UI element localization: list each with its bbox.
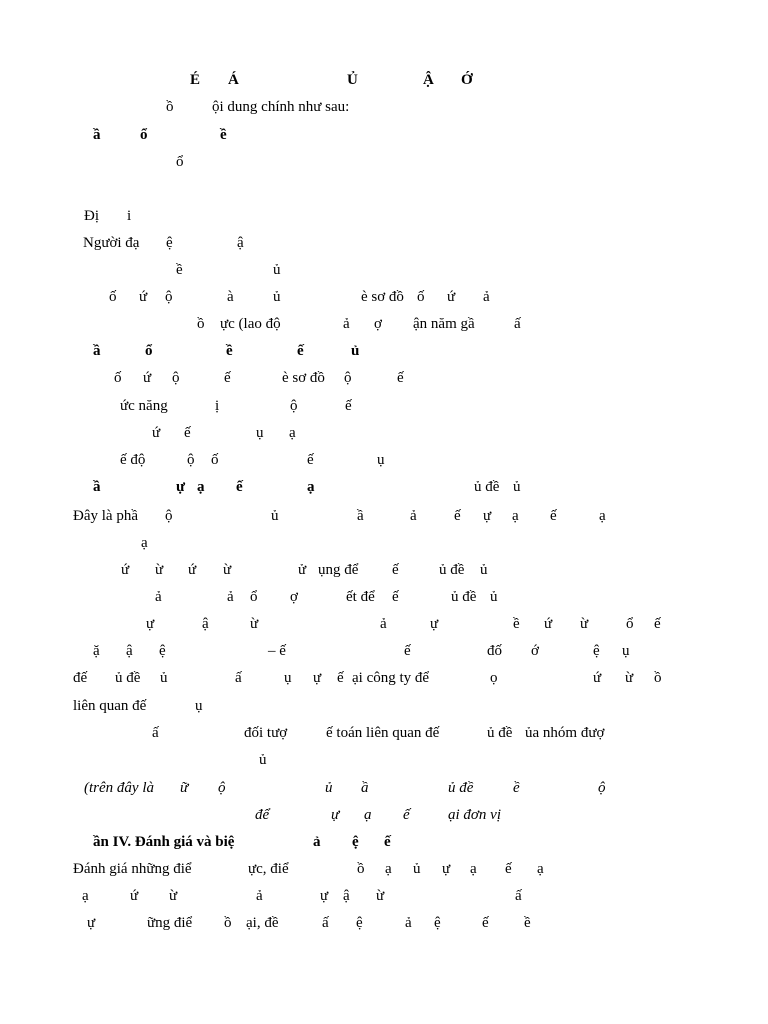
text-fragment: ừ [250,616,259,632]
text-fragment: ực, điể [248,861,289,877]
text-fragment: ộ [344,370,352,386]
text-fragment: ộ [165,289,173,305]
text-fragment: ạ [307,479,315,495]
section-heading: ế [384,834,391,850]
text-fragment: ế [403,807,410,823]
text-fragment: ấ [322,915,329,931]
text-fragment: ế [307,452,314,468]
text-fragment: Đánh giá những điể [73,861,192,877]
text-fragment: ụ [195,698,203,714]
text-fragment: ầ [361,780,369,796]
title-fragment: Ậ [423,72,434,88]
text-fragment: ế [345,398,352,414]
text-fragment: ộ [165,508,173,524]
text-fragment: ự [483,508,492,524]
text-fragment: ố [211,452,219,468]
text-fragment: ạ [512,508,519,524]
text-fragment: ủ đề [451,589,477,605]
text-fragment: ệ [159,643,166,659]
text-fragment: ộ [598,780,606,796]
text-fragment: liên quan đế [73,698,147,714]
text-fragment: ả [405,915,412,931]
text-fragment: ế độ [120,452,146,468]
text-fragment: ế [505,861,512,877]
text-fragment: ủ [325,780,333,796]
text-fragment: ả [483,289,490,305]
text-fragment: ừ [376,888,385,904]
text-fragment: ế [337,670,344,686]
text-fragment: ủ [351,343,360,359]
text-fragment: ạ [599,508,606,524]
text-fragment: ụ [622,643,630,659]
text-fragment: ề [226,343,233,359]
text-fragment: ấ [235,670,242,686]
text-fragment: ầ [357,508,364,524]
text-fragment: ủ [273,289,281,305]
text-fragment: ụng để [318,562,359,578]
text-fragment: ầ [93,479,101,495]
text-fragment: ữ [180,780,189,796]
text-fragment: ế [392,589,399,605]
text-fragment: ế [397,370,404,386]
text-fragment: ủ đề [115,670,141,686]
text-fragment: ả [155,589,162,605]
text-fragment: để [255,807,270,823]
text-fragment: ồ [197,316,205,332]
text-fragment: ự [320,888,329,904]
text-fragment: ổ [145,343,153,359]
text-fragment: ộ [187,452,195,468]
text-fragment: ặ [93,643,100,659]
text-fragment: ạ [537,861,544,877]
text-fragment: ự [442,861,451,877]
text-fragment: ủ [259,752,267,768]
text-fragment: ậ [343,888,350,904]
text-fragment: ạ [289,425,296,441]
text-fragment: ạ [364,807,372,823]
text-fragment: ế [236,479,243,495]
text-fragment: ứ [188,562,197,578]
text-fragment: ậ [237,235,244,251]
text-fragment: ừ [155,562,164,578]
text-fragment: ồ [224,915,232,931]
text-fragment: Đây là phầ [73,508,138,524]
text-fragment: ừ [580,616,589,632]
text-fragment: ức năng [120,398,168,414]
text-fragment: ạ [470,861,477,877]
text-fragment: ự [87,915,96,931]
text-fragment: ế [392,562,399,578]
text-fragment: ế [654,616,661,632]
text-fragment: ọ [490,670,498,686]
text-fragment: ế [482,915,489,931]
text-fragment: ế [550,508,557,524]
text-fragment: ộ [172,370,180,386]
text-fragment: ề [220,127,227,143]
text-fragment: ại đơn vị [448,807,501,823]
text-fragment: ả [256,888,263,904]
text-fragment: ụ [377,452,385,468]
text-fragment: ế [454,508,461,524]
text-fragment: đố [487,643,502,659]
text-fragment: ấ [514,316,521,332]
text-fragment: è sơ đồ [282,370,325,386]
section-heading: ần IV. Đánh giá và biệ [93,834,235,850]
text-fragment: ủ đề [439,562,465,578]
text-fragment: ồ [357,861,365,877]
text-fragment: ừ [223,562,232,578]
text-fragment: Đị [84,208,99,224]
text-fragment: ận năm gầ [413,316,475,332]
section-heading: ệ [352,834,359,850]
text-fragment: ệ [356,915,363,931]
text-fragment: ứ [593,670,602,686]
text-fragment: à [227,289,234,305]
text-fragment: ầ [93,343,101,359]
text-fragment: ế [184,425,191,441]
text-fragment: ả [380,616,387,632]
text-fragment: ệ [166,235,173,251]
text-fragment: ế [297,343,304,359]
text-fragment: ổ [176,154,184,170]
text-fragment: ự [313,670,322,686]
text-fragment: ậ [126,643,133,659]
text-fragment: ố [417,289,425,305]
text-fragment: ứ [152,425,161,441]
text-fragment: ủ [273,262,281,278]
text-fragment: è sơ đồ [361,289,404,305]
text-fragment: ủa nhóm đượ [525,725,605,741]
title-fragment: Ủ [347,72,358,88]
text-fragment: ổ [140,127,148,143]
text-fragment: ệ [434,915,441,931]
text-fragment: ồ [654,670,662,686]
text-fragment: ổ [626,616,634,632]
text-fragment: ớ [531,643,539,659]
text-fragment: ừ [625,670,634,686]
text-fragment: ồ [166,99,174,115]
text-fragment: ả [343,316,350,332]
text-fragment: ề [513,616,520,632]
text-fragment: ủ [513,479,521,495]
text-fragment: ố [114,370,122,386]
text-fragment: ạ [82,888,89,904]
section-heading: ả [313,834,321,850]
text-fragment: ự [331,807,340,823]
text-fragment: ề [176,262,183,278]
text-fragment: ụ [284,670,292,686]
text-fragment: ủ đề [448,780,474,796]
text-fragment: ự [146,616,155,632]
text-fragment: ế [224,370,231,386]
text-fragment: ủ [490,589,498,605]
text-fragment: ố [109,289,117,305]
text-fragment: ề [524,915,531,931]
text-fragment: ủ [480,562,488,578]
text-fragment: ứ [130,888,139,904]
text-fragment: ị [215,398,220,414]
text-fragment: – ế [268,643,286,659]
text-fragment: ủ [160,670,168,686]
text-fragment: ại công ty để [352,670,430,686]
text-fragment: ộ [290,398,298,414]
text-fragment: ấ [152,725,159,741]
text-fragment: ả [227,589,234,605]
text-fragment: ợ [374,316,382,332]
text-fragment: ừ [169,888,178,904]
text-fragment: đế [73,670,88,686]
text-fragment: ứ [447,289,456,305]
text-fragment: ứ [139,289,148,305]
text-fragment: ạ [197,479,205,495]
text-fragment: ậ [202,616,209,632]
text-fragment: (trên đây là [84,780,154,796]
text-fragment: ộ [218,780,226,796]
text-fragment: ủ đề [487,725,513,741]
text-fragment: ứ [544,616,553,632]
text-fragment: ết để [346,589,375,605]
text-fragment: ủ [413,861,421,877]
text-fragment: ầ [93,127,101,143]
text-fragment: i [127,208,132,224]
text-fragment: ự [176,479,186,495]
text-fragment: ấ [515,888,522,904]
text-fragment: ế [404,643,411,659]
text-fragment: đối tượ [244,725,288,741]
text-fragment: ệ [593,643,600,659]
text-fragment: ự [430,616,439,632]
text-fragment: ại, đề [246,915,279,931]
text-fragment: ử [298,562,307,578]
text-fragment: ội dung chính như sau: [212,99,350,115]
text-fragment: ổ [250,589,258,605]
text-fragment: ứ [143,370,152,386]
text-fragment: ề [513,780,520,796]
text-fragment: ạ [141,535,148,551]
title-fragment: Á [228,72,239,88]
text-fragment: ế toán liên quan đế [326,725,440,741]
title-fragment: Ớ [461,72,473,88]
text-fragment: ững điể [147,915,193,931]
text-fragment: Người đạ [83,235,140,251]
text-fragment: ả [410,508,417,524]
text-fragment: ạ [385,861,392,877]
text-fragment: ủ [271,508,279,524]
text-fragment: ợ [290,589,298,605]
text-fragment: ụ [256,425,264,441]
text-fragment: ủ đề [474,479,500,495]
text-fragment: ực (lao độ [220,316,281,332]
title-fragment: É [190,72,201,88]
text-fragment: ứ [121,562,130,578]
